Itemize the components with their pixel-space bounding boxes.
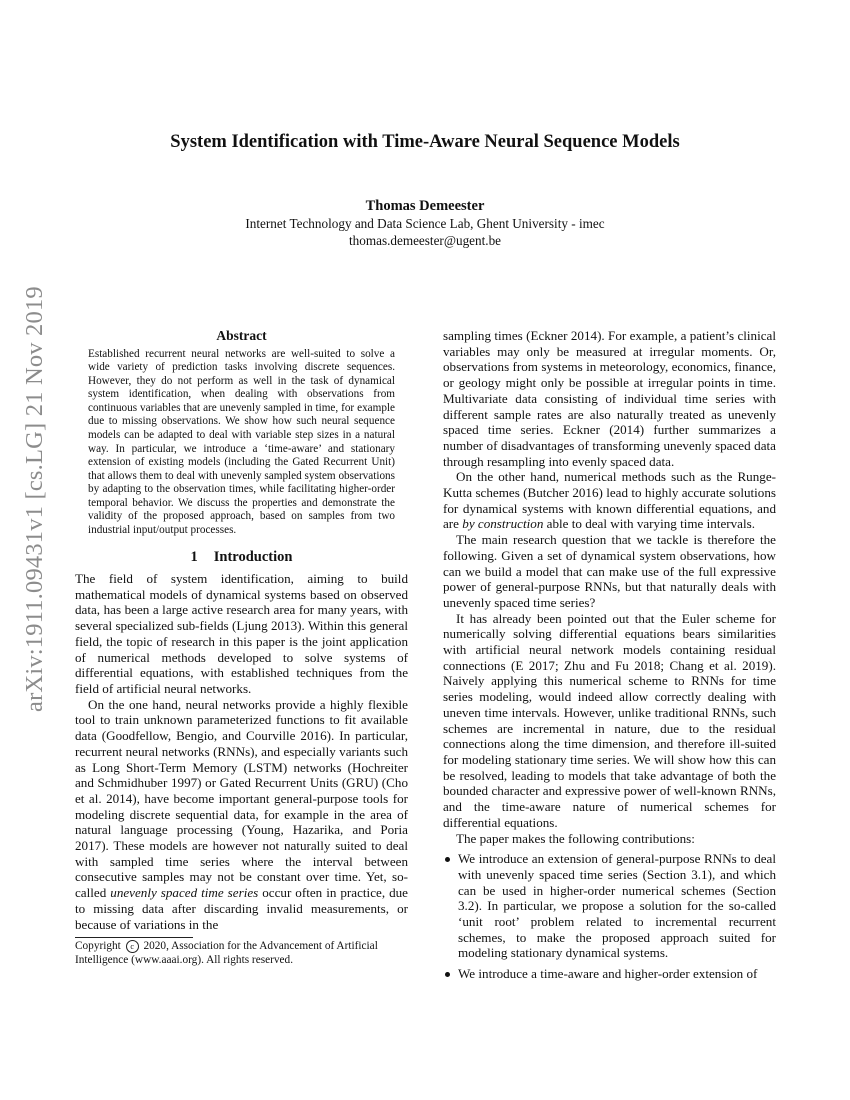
arxiv-identifier-stamp bbox=[16, 262, 64, 712]
intro-paragraph-4: On the other hand, numerical methods such as the Runge-Kutta schemes (Butcher 2016) lead to highly accurate solutions for dynamical systems with known differential equations, and are by construction able to deal with varying time intervals. bbox=[443, 469, 776, 532]
intro-paragraph-6: It has already been pointed out that the Euler scheme for numerically solving differential equations bears similarities with artificial neural network models containing residual connections (E 2017; Zhu and Fu 2018; Chang et al. 2019). Naively applying this numerical scheme to RNNs for time series modeling, would indeed allow correctly dealing with uneven time intervals. However, unlike traditional RNNs, such schemes are incremental in nature, due to the residual connections along the time dimension, and therefore ill-suited for modeling stationary time series. We will show how this can be resolved, leading to models that take advantage of both the bounded character and expressive power of well-known RNNs, and the time-aware nature of numerical schemes for differential equations. bbox=[443, 610, 776, 830]
emphasis-by-construction: by construction bbox=[462, 516, 544, 532]
abstract-section bbox=[75, 328, 408, 537]
author-affiliation: Internet Technology and Data Science Lab, Ghent University - imec bbox=[245, 216, 605, 231]
copyright-symbol: c bbox=[126, 940, 139, 953]
emphasis-unevenly-spaced: unevenly spaced time series bbox=[110, 885, 259, 901]
author-name: Thomas Demeester bbox=[365, 198, 485, 214]
list-item: We introduce an extension of general-purpose RNNs to deal with unevenly spaced time series (Section 3.1), and which can be used in higher-order numerical schemes (Section 3.2). In particular, we propose a solution for the so-called ‘unit root’ problem related to incremental recurrent schemes, to make the proposed approach suited for modeling stationary dynamical systems. bbox=[443, 851, 776, 961]
intro-paragraph-7: The paper makes the following contributions: bbox=[456, 830, 695, 846]
intro-paragraph-1: The field of system identification, aiming to build mathematical models of dynamical systems based on observed data, has been a large active research area for many years, with several specialized sub-fields (Ljung 2013). Within this general field, the topic of research in this paper is the joint application of numerical methods developed to solve systems of differential equations, with established techniques from the field of artificial neural networks. bbox=[75, 571, 408, 696]
intro-paragraph-5: The main research question that we tackle is therefore the following. Given a set of dynamical system observations, how can we build a model that can make use of the full expressive power of general-purpose RNNs, but that naturally deals with unevenly spaced time series? bbox=[443, 532, 776, 610]
list-item: We introduce a time-aware and higher-order extension of bbox=[443, 966, 776, 982]
left-column bbox=[75, 328, 408, 967]
right-column bbox=[443, 328, 776, 987]
footnote-rule bbox=[75, 937, 193, 938]
bullet-icon bbox=[445, 972, 450, 977]
abstract-heading: Abstract bbox=[216, 328, 267, 343]
arxiv-identifier-text: arXiv:1911.09431v1 [cs.LG] 21 Nov 2019 bbox=[21, 286, 48, 712]
intro-paragraph-2: On the one hand, neural networks provide a highly flexible tool to train unknown parameterized functions to fit available data (Goodfellow, Bengio, and Courville 2016). In particular, recurrent neural networks (RNNs), and especially variants such as Long Short-Term Memory (LSTM) networks (Hochreiter and Schmidhuber 1997) or Gated Recurrent Units (GRU) (Cho et al. 2014), have become important general-purpose tools for modeling discrete sequential data, for example in the area of natural language processing (Young, Hazarika, and Poria 2017). These models are however not naturally suited to deal with sampled time series where the interval between consecutive samples may not be constant over time. Yet, so-called unevenly spaced time series occur often in practice, due to missing data after discarding invalid measurements, or because of variations in the bbox=[75, 696, 408, 932]
abstract-text: Established recurrent neural networks are well-suited to solve a wide variety of prediction tasks involving discrete sequences. However, they do not perform as well in the task of dynamical system identification, when dealing with observations from continuous variables that are unevenly sampled in time, for example due to missing observations. We show how such neural sequence models can be adapted to deal with variable step sizes in a natural way. In particular, we introduce a ‘time-aware’ and stationary extension of existing models (including the Gated Recurrent Unit) that allows them to deal with unevenly sampled system observations by adapting to the observation times, while facilitating higher-order temporal behavior. We discuss the properties and demonstrate the validity of the proposed approach, based on samples from two industrial input/output processes. bbox=[88, 347, 395, 536]
intro-paragraph-3: sampling times (Eckner 2014). For example, a patient’s clinical variables may only be measured at irregular moments. Or, observations from systems in meteorology, economics, finance, or geology might only be possible at irregular points in time. Multivariate data consisting of individual time series with different sample rates are also naturally treated as unevenly spaced time series. Eckner (2014) further summarizes a number of disadvantages of transforming unevenly spaced data through resampling into evenly spaced data. bbox=[443, 328, 776, 469]
bullet-icon bbox=[445, 857, 450, 862]
section-heading-introduction bbox=[75, 550, 408, 566]
author-email: thomas.demeester@ugent.be bbox=[348, 233, 502, 248]
copyright-notice: Copyright c 2020, Association for the Advancement of Artificial Intelligence (www.aaai.org). All rights reserved. bbox=[75, 940, 378, 966]
contributions-list bbox=[443, 851, 776, 982]
paper-title: System Identification with Time-Aware Neural Sequence Models bbox=[170, 132, 680, 152]
section-title: Introduction bbox=[213, 549, 293, 566]
section-number: 1 bbox=[190, 549, 198, 566]
